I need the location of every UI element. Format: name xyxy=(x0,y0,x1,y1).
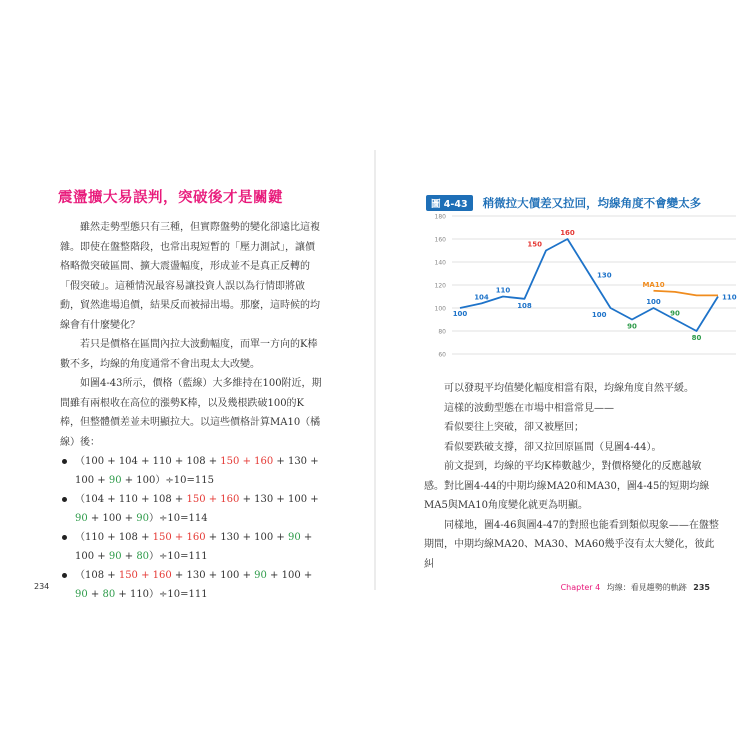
formula-segment: + xyxy=(121,551,137,562)
data-label: 130 xyxy=(597,271,612,280)
y-tick-label: 140 xyxy=(434,259,446,267)
right-page xyxy=(376,0,750,750)
formula-segment: 150 + 160 xyxy=(186,494,240,505)
ma10-label: MA10 xyxy=(642,280,665,289)
formula-segment: 90 xyxy=(108,475,122,486)
formula-item xyxy=(60,452,322,490)
page-number-left: 234 xyxy=(34,582,50,591)
bullet-dot xyxy=(62,497,67,502)
formula-segment: 80 xyxy=(136,551,150,562)
right-body-text xyxy=(424,379,720,574)
formula-segment: 90 xyxy=(108,551,122,562)
y-tick-label: 60 xyxy=(438,351,446,359)
y-tick-label: 80 xyxy=(438,328,446,336)
y-tick-label: 100 xyxy=(434,305,446,313)
formula-segment: + 100 + xyxy=(75,532,313,562)
page-number-right: 235 xyxy=(693,583,710,592)
right-paragraph: 看似要跌破支撐，卻又拉回原區間（見圖4-44）。 xyxy=(444,441,662,453)
running-footer xyxy=(561,582,710,593)
data-label: 160 xyxy=(560,229,575,237)
formula-segment: + 100 + xyxy=(266,570,313,581)
ma10-line xyxy=(654,291,719,296)
formula-segment: （100 + 104 + 110 + 108 + xyxy=(75,456,221,467)
section-heading: 震盪擴大易誤判，突破後才是關鍵 xyxy=(58,190,283,206)
formula-segment: 80 xyxy=(102,589,116,600)
left-body-text xyxy=(60,218,322,604)
figure-label: 圖 4-43 xyxy=(426,195,473,211)
formula-segment: ）÷10=111 xyxy=(149,551,208,562)
right-paragraph: 同樣地，圖4-46與圖4-47的對照也能看到類似現象——在盤整期間，中期均線MA20、MA30、MA60幾乎沒有太大變化，彼此糾 xyxy=(424,519,719,570)
left-page xyxy=(0,0,374,750)
formula-segment: （104 + 110 + 108 + xyxy=(75,494,187,505)
chapter-label: Chapter 4 xyxy=(560,583,601,592)
right-paragraph: 看似要往上突破，卻又被壓回； xyxy=(444,422,584,433)
formula-segment: 150 + 160 xyxy=(220,456,274,467)
formula-segment: + 110）÷10=111 xyxy=(115,589,208,600)
formula-segment: + 130 + 100 + xyxy=(239,494,319,505)
bullet-dot xyxy=(62,459,67,464)
data-label: 108 xyxy=(517,301,532,310)
formula-segment: + 130 + 100 + xyxy=(171,570,255,581)
y-tick-label: 120 xyxy=(434,282,446,290)
chapter-title: 均線：看見趨勢的軌跡 xyxy=(606,583,687,592)
formula-segment: 90 xyxy=(75,513,88,524)
figure-title: 稍微拉大價差又拉回，均線角度不會變太多 xyxy=(482,195,702,210)
data-label: 150 xyxy=(527,240,542,249)
bullet-dot xyxy=(62,573,67,578)
data-label: 100 xyxy=(591,311,607,319)
paragraph-3: 如圖4-43所示，價格（藍線）大多維持在100附近，期間雖有兩根收在高位的漲勢K棒，以及幾根跌破100的K棒，但整體價差並未明顯拉大。以這些價格計算MA10（橘線）後： xyxy=(60,378,322,448)
formula-segment: 90 xyxy=(75,589,88,600)
formula-segment: + 100）÷10=115 xyxy=(121,475,214,486)
chart-svg xyxy=(426,208,742,360)
data-label: 100 xyxy=(646,298,661,306)
paragraph-2: 若只是價格在區間內拉大波動幅度，而單一方向的K棒數不多，均線的角度通常不會出現太大改變。 xyxy=(60,339,318,370)
price-chart xyxy=(426,208,742,360)
formula-segment: 90 xyxy=(287,532,301,543)
formula-segment: 150 + 160 xyxy=(152,532,206,543)
formula-segment: + xyxy=(87,589,103,600)
data-label: 104 xyxy=(474,293,489,302)
y-tick-label: 160 xyxy=(434,236,446,244)
formula-segment: （108 + xyxy=(75,570,119,581)
formula-segment: 90 xyxy=(136,513,150,524)
formula-item xyxy=(60,528,322,566)
formula-segment: 90 xyxy=(254,570,267,581)
formula-segment: （110 + 108 + xyxy=(75,532,153,543)
data-label: 80 xyxy=(691,334,702,342)
paragraph-1: 雖然走勢型態只有三種，但實際盤勢的變化卻遠比這複雜。即使在盤整階段，也常出現短暫的「壓力測試」，讓價格略微突破區間、擴大震盪幅度，形成並不是真正反轉的「假突破」。這種情況最容易讓投資人誤以為行情即將啟動，貿然進場追價，結果反而被掃出場。那麼，這時候的均線會有什麼變化？ xyxy=(60,222,320,331)
right-paragraph: 可以發現平均值變化幅度相當有限，均線角度自然平緩。 xyxy=(444,383,694,394)
y-tick-label: 180 xyxy=(434,213,446,221)
formula-segment: ）÷10=114 xyxy=(149,513,208,524)
data-label: 90 xyxy=(670,309,680,318)
formula-segment: 150 + 160 xyxy=(118,570,172,581)
bullet-dot xyxy=(62,535,67,540)
formula-item xyxy=(60,566,322,604)
formula-list xyxy=(60,452,322,604)
right-paragraph: 前文提到，均線的平均K棒數越少，對價格變化的反應越敏感。對比圖4-44的中期均線MA20和MA30，圖4-45的短期均線MA5與MA10角度變化就更為明顯。 xyxy=(424,461,710,511)
formula-item xyxy=(60,490,322,528)
right-paragraph: 這樣的波動型態在市場中相當常見—— xyxy=(444,402,614,414)
data-label: 110 xyxy=(495,286,511,295)
formula-segment: + 130 + 100 + xyxy=(205,532,288,543)
data-label: 100 xyxy=(452,310,468,318)
data-label: 110 xyxy=(722,293,737,302)
formula-segment: + 130 + 100 + xyxy=(75,456,319,486)
formula-segment: + 100 + xyxy=(87,513,137,524)
data-label: 90 xyxy=(627,322,637,331)
